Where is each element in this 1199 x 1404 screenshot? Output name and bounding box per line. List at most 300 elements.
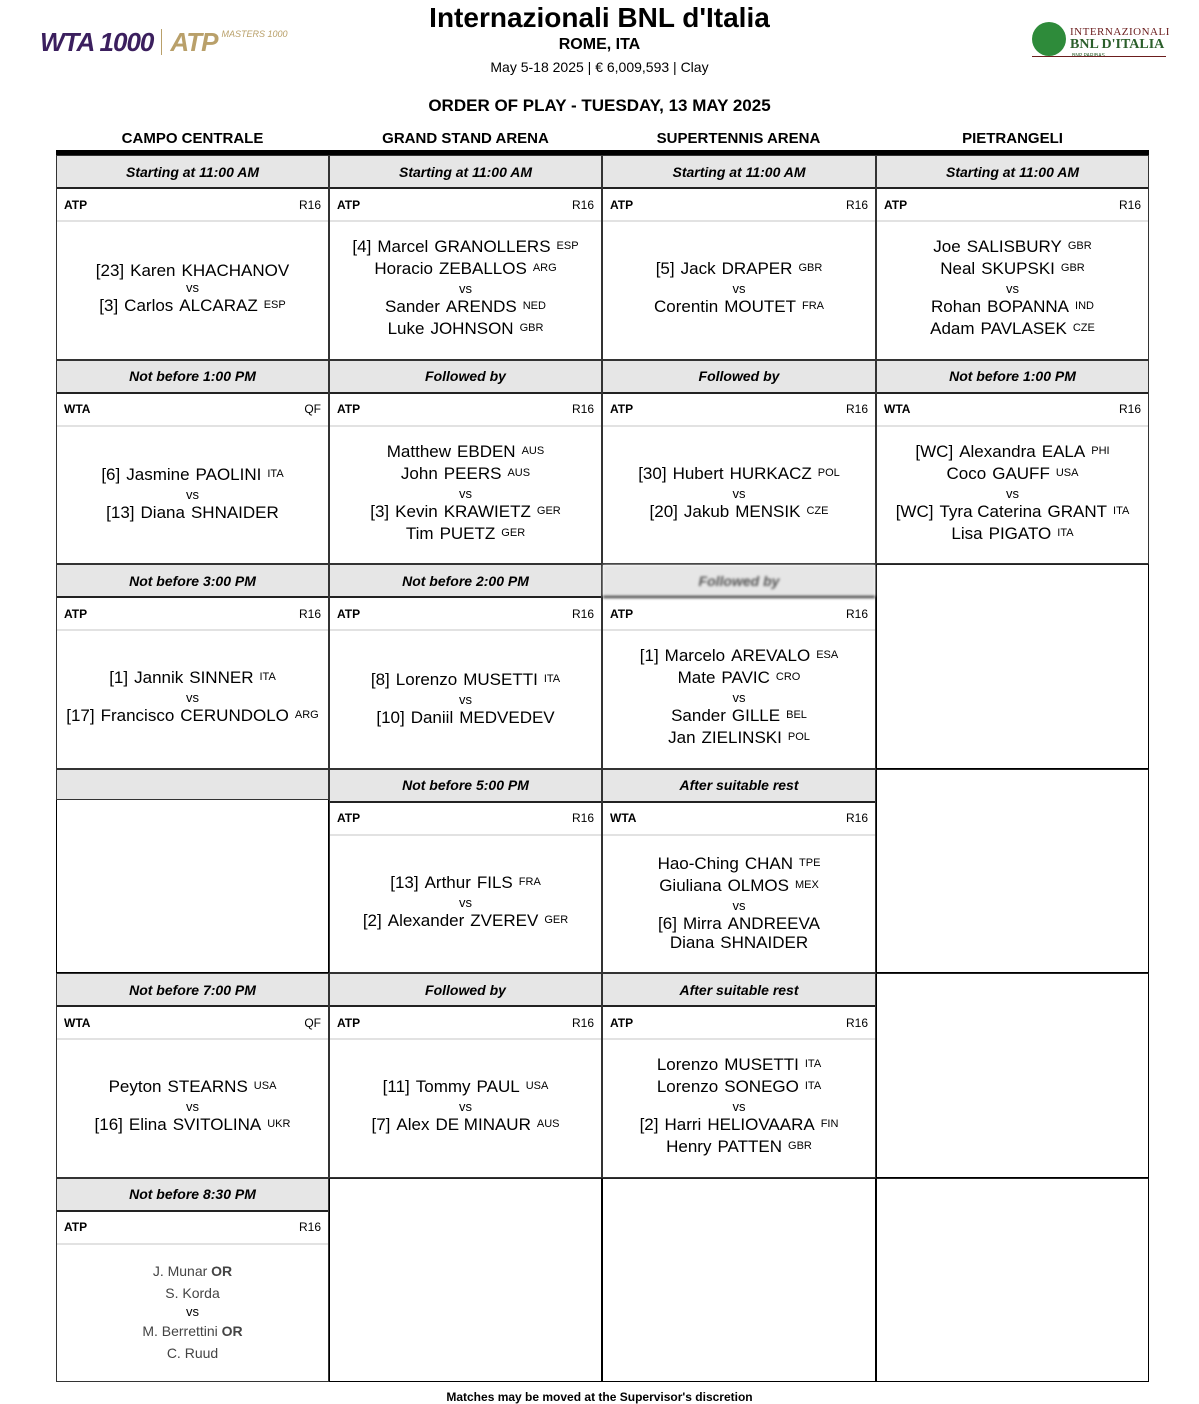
player-name — [390, 873, 541, 895]
player-last-name: SKUPSKI — [981, 259, 1055, 279]
tour-label: ATP — [610, 402, 634, 416]
match-info-row — [603, 803, 875, 836]
player-first-name: Lisa — [951, 523, 983, 543]
tournament-location: ROME, ITA — [558, 36, 641, 53]
court-headers — [56, 130, 1149, 150]
match-players — [603, 220, 875, 359]
match-players — [330, 629, 601, 768]
player-nationality: AUS — [507, 466, 531, 479]
player-last-name: MENSIK — [735, 501, 801, 521]
match-players — [57, 425, 328, 564]
player-last-name: ZVEREV — [470, 910, 539, 930]
player-last-name: PEERS — [443, 463, 502, 483]
player-last-name: KHACHANOV — [181, 260, 290, 280]
match-slot — [56, 360, 329, 565]
player-nationality: ITA — [259, 671, 276, 684]
player-first-name: Arthur — [424, 872, 471, 892]
player-last-name: MUSETTI — [724, 1055, 799, 1075]
player-nationality: GER — [536, 504, 561, 517]
player-name — [401, 464, 530, 486]
player-last-name: MUSETTI — [463, 669, 538, 689]
player-name — [657, 1055, 821, 1077]
player-first-name: Giuliana — [659, 875, 722, 895]
player-last-name: CHAN — [744, 853, 794, 873]
tournament-title: Internazionali BNL d'Italia — [429, 2, 770, 33]
player-name — [657, 1077, 821, 1099]
player-nationality: MEX — [794, 878, 819, 891]
versus-label: vs — [459, 691, 472, 707]
player-nationality: ITA — [267, 468, 284, 481]
player-first-name: Tommy — [415, 1077, 471, 1097]
slot-start-time: Followed by — [330, 974, 601, 1007]
court-cell — [876, 769, 1149, 974]
match-players — [330, 834, 601, 973]
order-of-play-title: ORDER OF PLAY - TUESDAY, 13 MAY 2025 — [428, 96, 771, 115]
player-nationality: FIN — [820, 1118, 839, 1131]
versus-label: vs — [1006, 485, 1019, 501]
match-info-row — [330, 1007, 601, 1040]
player-name — [406, 524, 525, 546]
player-nationality: UKR — [267, 1118, 291, 1131]
match-slot — [602, 360, 876, 565]
player-first-name: Kevin — [395, 501, 438, 521]
versus-label: vs — [732, 690, 746, 706]
player-last-name: EALA — [1041, 441, 1086, 461]
player-seed: [6] — [101, 465, 121, 485]
player-last-name: SHNAIDER — [190, 503, 279, 523]
player-nationality: POL — [787, 731, 810, 744]
player-seed: [2] — [362, 910, 382, 930]
player-first-name: Harri — [664, 1115, 702, 1135]
player-nationality: BEL — [786, 709, 807, 722]
court-cell — [876, 973, 1149, 1178]
player-first-name: Alex — [396, 1115, 430, 1135]
player-name — [951, 524, 1073, 546]
match-players — [57, 1243, 328, 1382]
round-label: R16 — [298, 1220, 321, 1234]
versus-label: vs — [459, 485, 472, 501]
tbd-player — [142, 1320, 242, 1342]
player-nationality: GBR — [1060, 262, 1085, 275]
player-nationality: ARG — [532, 262, 557, 275]
match-slot — [602, 769, 876, 974]
player-name — [670, 933, 808, 952]
player-name — [933, 237, 1091, 259]
versus-label: vs — [1006, 281, 1019, 297]
match-info-row — [57, 189, 328, 222]
match-players — [57, 220, 328, 359]
player-nationality: ARG — [294, 709, 319, 722]
tbd-or: OR — [221, 1322, 243, 1339]
player-name — [374, 259, 556, 281]
player-seed: [30] — [638, 463, 667, 483]
tour-label: ATP — [884, 197, 908, 212]
player-first-name: Diana — [140, 503, 185, 523]
round-label: R16 — [571, 197, 594, 212]
match-info-row — [57, 1007, 328, 1040]
player-first-name: Sander — [671, 706, 726, 726]
player-last-name: GRANT — [1047, 501, 1108, 521]
player-first-name: Lorenzo — [395, 669, 458, 689]
match-players — [330, 220, 601, 359]
player-first-name: Mirra — [682, 913, 722, 933]
player-seed: [3] — [99, 295, 119, 315]
player-first-name: Karen — [130, 260, 176, 280]
tour-label: ATP — [610, 606, 634, 621]
player-first-name: Hao-Ching — [657, 853, 739, 873]
atp-logo: ATP — [170, 26, 218, 57]
player-nationality: USA — [525, 1080, 549, 1093]
tour-label: ATP — [64, 1220, 88, 1234]
court-header: SUPERTENNIS ARENA — [656, 130, 821, 147]
match-players — [57, 1038, 328, 1177]
player-last-name: SHNAIDER — [720, 932, 809, 952]
player-first-name: Jannik — [134, 668, 184, 688]
player-name — [656, 259, 823, 281]
player-last-name: GAUFF — [992, 463, 1050, 483]
tbd-or: OR — [211, 1262, 233, 1279]
versus-label: vs — [186, 690, 199, 706]
player-name — [95, 1115, 291, 1137]
match-slot — [876, 155, 1149, 360]
player-first-name: Alexander — [387, 910, 465, 930]
match-players — [603, 425, 875, 564]
player-last-name: DRAPER — [721, 259, 793, 279]
match-slot — [602, 155, 876, 360]
match-slot — [329, 769, 602, 974]
tour-label: ATP — [337, 1015, 361, 1030]
slot-start-time: Not before 7:00 PM — [57, 974, 328, 1007]
player-nationality: GBR — [1067, 240, 1092, 253]
player-nationality: GER — [544, 913, 569, 926]
match-slot — [329, 564, 602, 769]
player-nationality: FRA — [518, 875, 541, 888]
player-nationality: POL — [817, 466, 840, 479]
tour-label: ATP — [337, 197, 361, 212]
tbd-name: M. Berrettini — [142, 1322, 218, 1339]
player-seed: [6] — [658, 913, 677, 933]
player-seed: [WC] — [895, 501, 934, 521]
player-first-name: Adam — [930, 319, 975, 339]
player-name — [370, 502, 560, 524]
match-players — [330, 425, 601, 564]
player-seed: [11] — [382, 1077, 410, 1097]
player-name — [640, 646, 838, 668]
player-last-name: SALISBURY — [966, 237, 1062, 257]
round-label: R16 — [571, 606, 594, 621]
versus-label: vs — [186, 1303, 199, 1319]
tbd-player: C. Ruud — [166, 1344, 219, 1361]
match-info-row — [57, 1212, 328, 1245]
player-name — [659, 876, 819, 898]
player-seed: [7] — [371, 1115, 391, 1135]
match-info-row — [603, 394, 875, 427]
match-slot — [56, 564, 329, 769]
player-name — [658, 914, 820, 933]
slot-start-time: Followed by — [603, 361, 875, 394]
player-last-name: DE MINAUR — [435, 1115, 531, 1135]
slot-start-time: Followed by — [603, 565, 875, 598]
player-nationality: ITA — [543, 672, 561, 685]
player-last-name: SVITOLINA — [172, 1115, 262, 1135]
round-label: R16 — [845, 606, 868, 621]
player-first-name: Matthew — [386, 441, 452, 461]
player-last-name: CERUNDOLO — [180, 706, 289, 726]
player-nationality: ESP — [263, 298, 286, 311]
tour-label: WTA — [64, 402, 91, 416]
player-first-name: Rohan — [931, 297, 982, 317]
player-name — [109, 668, 276, 690]
player-nationality: NED — [522, 300, 546, 313]
player-name — [650, 502, 829, 524]
schedule-grid — [56, 155, 1149, 1384]
tournament-details: May 5-18 2025 | € 6,009,593 | Clay — [490, 59, 709, 75]
slot-start-time: Starting at 11:00 AM — [877, 156, 1148, 189]
match-players — [57, 629, 328, 768]
player-nationality: CRO — [775, 671, 801, 684]
player-last-name: ALCARAZ — [179, 295, 258, 315]
player-last-name: PAOLINI — [195, 465, 262, 485]
player-first-name: Henry — [666, 1137, 712, 1157]
player-name — [385, 297, 546, 319]
player-name — [668, 728, 810, 750]
slot-start-time: Not before 3:00 PM — [57, 565, 328, 598]
bnl-logo: INTERNAZIONALI BNL D'ITALIA — [1032, 20, 1172, 62]
wta-1000-logo: WTA 1000 — [40, 26, 154, 57]
player-name — [666, 1137, 812, 1159]
player-first-name: Tyra Caterina — [939, 501, 1042, 521]
player-nationality: USA — [253, 1080, 277, 1093]
player-first-name: Luke — [387, 319, 425, 339]
tennis-ball-icon — [1032, 22, 1066, 56]
player-nationality: ITA — [804, 1080, 822, 1093]
player-name — [371, 1115, 559, 1137]
tour-label: ATP — [610, 197, 634, 212]
player-last-name: EBDEN — [457, 441, 516, 461]
player-first-name: Elina — [128, 1115, 167, 1135]
player-first-name: Joe — [933, 237, 961, 257]
round-label: R16 — [845, 1015, 868, 1030]
tour-label: WTA — [610, 811, 637, 825]
player-nationality: USA — [1055, 466, 1079, 479]
versus-label: vs — [732, 485, 746, 501]
player-nationality: GBR — [798, 262, 823, 275]
player-nationality: TPE — [799, 856, 821, 869]
match-info-row — [603, 598, 875, 631]
player-last-name: MEDVEDEV — [459, 707, 555, 727]
slot-start-time: Not before 2:00 PM — [330, 565, 601, 598]
masters-1000-logo: MASTERS 1000 — [221, 29, 288, 39]
match-info-row — [603, 189, 875, 222]
player-seed: [5] — [655, 259, 675, 279]
tour-label: ATP — [337, 606, 361, 621]
tour-label: WTA — [64, 1015, 91, 1030]
court-cell — [876, 564, 1149, 769]
player-last-name: PAUL — [476, 1077, 520, 1097]
player-first-name: Alexandra — [959, 441, 1036, 461]
player-last-name: AREVALO — [731, 646, 811, 666]
player-nationality: ITA — [804, 1058, 822, 1071]
player-name — [940, 259, 1085, 281]
slot-start-time: Not before 8:30 PM — [57, 1179, 328, 1212]
player-name — [376, 708, 554, 727]
player-last-name: SONEGO — [724, 1077, 799, 1097]
player-nationality: GER — [501, 526, 526, 539]
tour-label: ATP — [64, 197, 88, 212]
tour-label: ATP — [337, 811, 361, 825]
player-first-name: John — [400, 463, 438, 483]
player-last-name: OLMOS — [727, 875, 789, 895]
match-info-row — [603, 1007, 875, 1040]
match-slot — [602, 564, 876, 769]
versus-label: vs — [186, 279, 199, 295]
player-name — [101, 465, 283, 487]
player-last-name: PAVIC — [721, 668, 770, 688]
versus-label: vs — [732, 897, 746, 913]
player-name — [109, 1077, 277, 1099]
player-seed: [13] — [390, 872, 419, 892]
player-nationality: ESA — [816, 649, 839, 662]
player-nationality: GBR — [519, 322, 544, 335]
player-seed: [8] — [370, 669, 390, 689]
match-slot — [329, 155, 602, 360]
slot-header-empty — [56, 769, 329, 800]
player-name — [66, 706, 319, 728]
player-nationality: CZE — [1072, 322, 1095, 335]
court-header: PIETRANGELI — [962, 130, 1063, 147]
round-label: QF — [304, 402, 321, 416]
slot-start-time: Not before 1:00 PM — [57, 361, 328, 394]
player-name — [638, 464, 840, 486]
player-name — [654, 297, 824, 319]
tbd-name: J. Munar — [152, 1262, 208, 1279]
match-players — [603, 834, 875, 973]
player-first-name: Sander — [385, 297, 440, 317]
versus-label: vs — [459, 281, 472, 297]
player-first-name: Lorenzo — [656, 1077, 719, 1097]
tour-label: WTA — [884, 402, 911, 416]
player-name — [931, 297, 1094, 319]
match-slot — [602, 973, 876, 1178]
round-label: R16 — [1118, 402, 1141, 416]
player-name — [388, 319, 544, 341]
player-name — [99, 296, 285, 318]
tour-label: ATP — [610, 1015, 634, 1030]
player-seed: [4] — [352, 237, 372, 257]
player-first-name: Jan — [668, 728, 696, 748]
player-seed: [1] — [639, 646, 659, 666]
player-last-name: ZIELINSKI — [701, 728, 782, 748]
header — [0, 0, 1199, 125]
player-name — [96, 261, 289, 280]
match-info-row — [877, 189, 1148, 222]
player-first-name: Peyton — [108, 1077, 162, 1097]
match-slot — [329, 973, 602, 1178]
court-cell — [876, 1178, 1149, 1383]
player-first-name: Neal — [940, 259, 976, 279]
player-name — [387, 442, 544, 464]
round-label: QF — [304, 1015, 321, 1030]
player-last-name: BOPANNA — [987, 297, 1070, 317]
versus-label: vs — [459, 1099, 472, 1115]
versus-label: vs — [732, 1099, 746, 1115]
round-label: R16 — [298, 197, 321, 212]
player-seed: [10] — [376, 707, 405, 727]
player-first-name: Tim — [405, 523, 434, 543]
round-label: R16 — [571, 811, 594, 825]
match-slot — [56, 973, 329, 1178]
player-name — [671, 706, 807, 728]
player-last-name: PAVLASEK — [980, 319, 1067, 339]
player-name — [383, 1077, 549, 1099]
slot-start-time: Not before 1:00 PM — [877, 361, 1148, 394]
match-info-row — [330, 189, 601, 222]
versus-label: vs — [186, 1099, 199, 1115]
player-name — [678, 668, 801, 690]
player-first-name: Lorenzo — [656, 1055, 719, 1075]
player-nationality: PHI — [1091, 444, 1110, 457]
tbd-player — [153, 1260, 232, 1282]
match-players — [877, 425, 1148, 564]
player-first-name: Horacio — [374, 259, 433, 279]
match-players — [603, 629, 875, 768]
player-nationality: FRA — [802, 300, 825, 313]
court-cell — [329, 1178, 602, 1383]
player-last-name: MOUTET — [724, 297, 797, 317]
player-last-name: KRAWIETZ — [443, 501, 531, 521]
court-cell — [602, 1178, 876, 1383]
player-last-name: SINNER — [189, 668, 254, 688]
tbd-player: S. Korda — [165, 1284, 220, 1301]
player-last-name: HELIOVAARA — [707, 1115, 815, 1135]
player-seed: [17] — [66, 706, 95, 726]
player-first-name: Corentin — [653, 297, 719, 317]
player-name — [352, 237, 578, 259]
match-players — [603, 1038, 875, 1177]
player-seed: [16] — [94, 1115, 123, 1135]
slot-start-time: After suitable rest — [603, 974, 875, 1007]
player-name — [947, 464, 1079, 486]
slot-start-time: After suitable rest — [603, 770, 875, 803]
round-label: R16 — [298, 606, 321, 621]
player-last-name: ANDREEVA — [727, 913, 820, 933]
footer-note: Matches may be moved at the Supervisor's discretion — [446, 1390, 753, 1404]
match-info-row — [330, 598, 601, 631]
player-seed: [3] — [370, 501, 390, 521]
match-info-row — [877, 394, 1148, 427]
player-last-name: JOHNSON — [430, 319, 514, 339]
player-first-name: Carlos — [124, 295, 174, 315]
player-first-name: Marcelo — [664, 646, 726, 666]
player-name — [930, 319, 1095, 341]
versus-label: vs — [186, 487, 199, 503]
player-first-name: Francisco — [100, 706, 175, 726]
match-info-row — [330, 803, 601, 836]
player-last-name: ARENDS — [445, 297, 517, 317]
player-first-name: Coco — [946, 463, 987, 483]
slot-start-time: Followed by — [330, 361, 601, 394]
court-header: GRAND STAND ARENA — [382, 130, 549, 147]
player-name — [640, 1115, 839, 1137]
player-nationality: CZE — [806, 504, 829, 517]
match-players — [330, 1038, 601, 1177]
player-nationality: IND — [1075, 300, 1094, 313]
player-nationality: GBR — [788, 1140, 812, 1153]
round-label: R16 — [571, 1015, 594, 1030]
slot-start-time: Starting at 11:00 AM — [57, 156, 328, 189]
player-name — [363, 911, 568, 933]
player-name — [896, 502, 1130, 524]
